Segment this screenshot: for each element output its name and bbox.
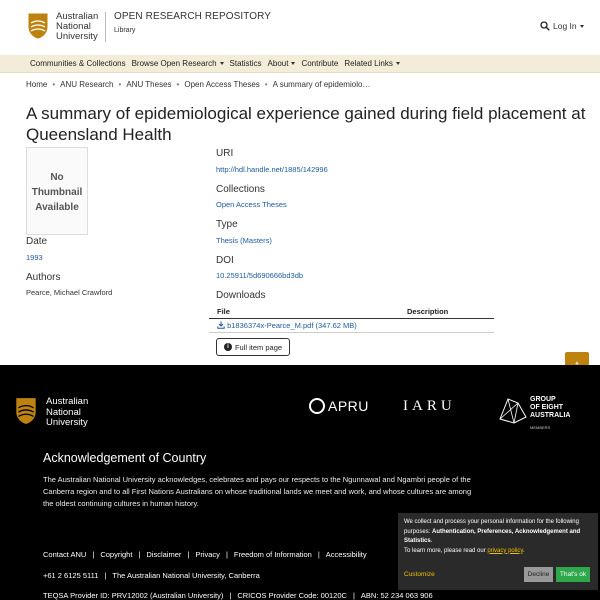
logo-wordmark (56, 12, 98, 42)
site-header (0, 0, 600, 55)
anu-shield-icon (28, 13, 48, 39)
privacy-policy-link[interactable]: privacy policy (487, 547, 523, 554)
acknowledgement-title: Acknowledgement of Country (43, 451, 207, 465)
nav-item-browse[interactable]: Browse Open Research (132, 59, 224, 68)
footer-abn: ABN: 52 234 063 906 (360, 591, 433, 600)
authors-label: Authors (26, 272, 61, 283)
footer-cricos: CRICOS Provider Code: 00120C (237, 591, 347, 600)
group-of-eight-logo[interactable] (498, 395, 571, 431)
footer-link-disclaimer[interactable]: Disclaimer (146, 550, 182, 559)
cookie-purposes: Authentication, Preferences, Acknowledgement and Statistics (404, 528, 581, 544)
breadcrumb-item[interactable]: Home (26, 80, 48, 89)
repository-title[interactable]: OPEN RESEARCH REPOSITORY (114, 11, 272, 22)
footer-separator: | (225, 550, 228, 559)
date-value[interactable]: 1993 (26, 253, 43, 262)
full-item-label[interactable]: Full item page (234, 342, 283, 352)
footer-phone[interactable]: +61 2 6125 5111 (43, 571, 99, 580)
logo-line: University (46, 417, 88, 428)
description-column-header: Description (407, 307, 449, 316)
footer-separator: | (229, 591, 232, 600)
thumbnail-text: Available (35, 202, 79, 213)
table-row (209, 319, 494, 333)
footer-address: The Australian National University, Canberra (112, 571, 260, 580)
authors-value[interactable]: Pearce, Michael Crawford (26, 288, 113, 297)
full-item-page-button[interactable] (216, 338, 290, 356)
repository-subtitle: Library (114, 27, 136, 34)
thumbnail-text: Thumbnail (31, 187, 83, 198)
go8-wordmark (530, 396, 570, 420)
logo-line: National (46, 406, 81, 418)
uri-link[interactable]: http://hdl.handle.net/1885/142996 (216, 165, 328, 174)
anu-shield-icon (14, 397, 38, 425)
nav-item-about[interactable]: About (268, 59, 296, 68)
thumbnail-text: No (50, 172, 64, 183)
file-name[interactable]: b1836374x-Pearce_M.pdf (347.62 MB) (227, 321, 357, 330)
footer-link-copyright[interactable]: Copyright (100, 550, 133, 559)
breadcrumb-item[interactable]: Open Access Theses (184, 80, 260, 89)
breadcrumb-current: A summary of epidemiolo… (272, 80, 371, 89)
login-label[interactable]: Log In (553, 21, 584, 31)
nav-item-communities[interactable]: Communities & Collections (30, 59, 126, 68)
footer-contact (43, 571, 260, 580)
go8-line: AUSTRALIA (530, 412, 571, 419)
footer-separator: | (92, 550, 95, 559)
type-label: Type (216, 219, 238, 230)
type-link[interactable]: Thesis (Masters) (216, 236, 272, 245)
footer-logo-wordmark (46, 397, 88, 429)
footer-links (43, 550, 367, 559)
breadcrumb-item[interactable]: ANU Theses (126, 80, 172, 89)
footer-link-privacy[interactable]: Privacy (195, 550, 220, 559)
apru-logo[interactable] (309, 398, 369, 414)
files-table-header (209, 305, 494, 319)
footer-separator: | (138, 550, 141, 559)
collections-link[interactable]: Open Access Theses (216, 200, 287, 209)
footer-link-foi[interactable]: Freedom of Information (233, 550, 312, 559)
footer-anu-logo[interactable] (14, 396, 89, 430)
cookie-intro: We collect and process your personal information for the following purposes: (404, 519, 579, 535)
logo-line: National (56, 21, 91, 32)
nav-item-related-links[interactable]: Related Links (344, 59, 399, 68)
footer-separator: | (352, 591, 355, 600)
breadcrumb-separator: • (264, 80, 268, 89)
download-icon (217, 321, 225, 329)
acknowledgement-text: The Australian National University acknowledges, celebrates and pays our respects to the Ngunnawal and Ngambri people of the Canberra region and to all First Nations Australians on whose traditional lands we meet and work, and whose cultures are among the oldest continuing cultures in human history. (43, 475, 472, 508)
footer-separator: | (187, 550, 190, 559)
page-title: A summary of epidemiological experience gained during field placement at Queensland Health (26, 104, 586, 144)
breadcrumb (26, 80, 370, 89)
downloads-label: Downloads (216, 290, 266, 301)
thumbnail-placeholder (26, 147, 88, 235)
footer-link-contact[interactable]: Contact ANU (43, 550, 87, 559)
breadcrumb-item[interactable]: ANU Research (60, 80, 114, 89)
accept-button[interactable]: That's ok (556, 567, 590, 582)
iaru-logo[interactable]: IARU (403, 398, 456, 414)
logo-divider (105, 12, 106, 42)
uri-label: URI (216, 148, 234, 159)
customize-button[interactable]: Customize (404, 571, 435, 578)
login-button[interactable] (540, 21, 584, 31)
breadcrumb-separator: • (176, 80, 180, 89)
date-label: Date (26, 236, 48, 247)
footer-separator: | (104, 571, 107, 580)
footer-link-accessibility[interactable]: Accessibility (325, 550, 367, 559)
cookie-actions (404, 567, 588, 583)
file-download-link[interactable] (217, 321, 407, 330)
logo-line: Australian (46, 396, 89, 407)
files-table (209, 305, 494, 333)
go8-emblem-icon (498, 395, 528, 425)
footer-provider-info (43, 591, 433, 600)
decline-button[interactable]: Decline (524, 567, 553, 582)
cookie-learn-more: To learn more, please read our (404, 547, 486, 554)
go8-line: OF EIGHT (530, 404, 564, 411)
breadcrumb-separator: • (118, 80, 122, 89)
doi-link[interactable]: 10.25911/5d690666bd3db (216, 271, 304, 280)
logo-line: University (56, 31, 98, 42)
search-icon[interactable] (540, 21, 550, 31)
footer-separator: | (317, 550, 320, 559)
cookie-consent-banner: We collect and process your personal information for the following purposes: Authentication, Preferences, Acknowledgement and Statistics. To learn more, please read our privacy policy. Customize Decline That's ok (398, 513, 598, 590)
nav-item-contribute[interactable]: Contribute (301, 59, 339, 68)
breadcrumb-separator: • (52, 80, 56, 89)
info-icon: i (224, 343, 232, 351)
doi-label: DOI (216, 255, 234, 266)
go8-members: MEMBERS (530, 425, 551, 430)
footer-teqsa: TEQSA Provider ID: PRV12002 (Australian University) (43, 591, 224, 600)
nav-item-statistics[interactable]: Statistics (229, 59, 262, 68)
main-navigation (0, 55, 600, 73)
file-column-header: File (217, 307, 230, 316)
collections-label: Collections (216, 184, 265, 195)
anu-logo[interactable] (28, 12, 106, 42)
apru-ring-icon (309, 398, 325, 414)
apru-text: APRU (328, 398, 369, 414)
logo-line: Australian (56, 11, 99, 22)
go8-line: GROUP (530, 396, 556, 403)
